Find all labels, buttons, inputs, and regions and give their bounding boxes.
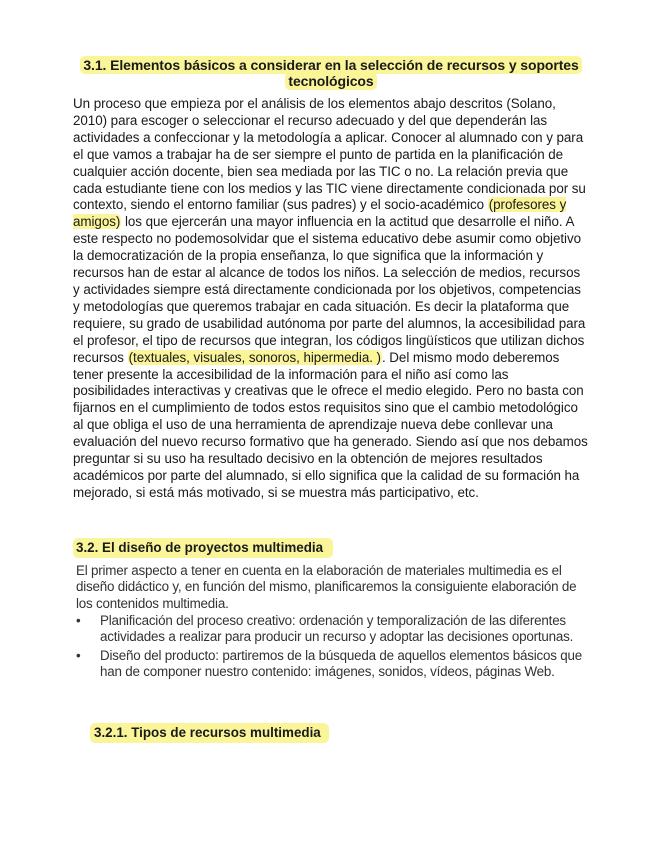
list-item-text: Planificación del proceso creativo: ordenación y temporalización de las diferentes actividades a realizar para producir un recurso y adoptar las decisiones oportunas. (100, 613, 574, 645)
paragraph-text-part-c: . Del mismo modo deberemos tener presente la accesibilidad de la información para el niño así como las posibilidades interactivas y creativas que le ofrece el medio elegido. Pero no basta con fijarnos en el cumplimiento de todos estos requisitos sino que el cambio metodológico al que obliga el uso de una herramienta de aprendizaje nueva debe conllevar una evaluación del nuevo recurso formativo que ha generado. Siendo así que nos debamos preguntar si su uso ha resultado decisivo en la obtención de mejores resultados académicos por parte del alumnado, si ello significa que la calidad de su formación ha mejorado, si está más motivado, si se muestra más participativo, etc. (73, 349, 588, 500)
section-3-2-title: 3.2. El diseño de proyectos multimedia (73, 538, 333, 558)
bullet-marker: • (76, 613, 81, 628)
section-3-1-title: 3.1. Elementos básicos a considerar en la selección de recursos y soportes tecnológicos (80, 56, 581, 90)
paragraph-text-part-a: Un proceso que empieza por el análisis de los elementos abajo descritos (Solano, 2010) para escoger o seleccionar el recurso adecuado y del que dependerán las actividades a confeccionar y la metodología a aplicar. Conocer al alumnado con y para el que vamos a trabajar ha de ser siempre el punto de partida en la planificación de cualquier acción docente, bien sea mediada por las TIC o no. La relación previa que cada estudiante tiene con los medios y las TIC viene directamente condicionada por su contexto, siendo el entorno familiar (sus padres) y el socio-académico (73, 96, 586, 213)
section-3-2-1-title: 3.2.1. Tipos de recursos multimedia (90, 723, 329, 743)
paragraph-text-part-b: los que ejercerán una mayor influencia en la actitud que desarrolle el niño. A este respecto no podemosolvidar que el sistema educativo debe asumir como objetivo la democratización de la propia enseñanza, lo que significa que la información y recursos han de estar al alcance de todos los niños. La selección de medios, recursos y actividades siempre está directamente condicionada por los objetivos, competencias y metodologías que queremos trabajar en cada situación. Es decir la plataforma que requiere, su grado de usabilidad autónoma por parte del alumnos, la accesibilidad para el profesor, el tipo de recursos que integran, los códigos lingüísticos que utilizan dichos recursos (73, 214, 586, 365)
section-3-2-intro: El primer aspecto a tener en cuenta en la elaboración de materiales multimedia es el diseño didáctico y, en función del mismo, planificaremos la consiguiente elaboración de los contenidos multimedia. (76, 563, 577, 611)
section-3-1-heading (76, 57, 586, 89)
section-3-1-paragraph (73, 96, 588, 502)
list-item (76, 648, 591, 681)
bullet-marker: • (76, 647, 81, 663)
list-item-text: Diseño del producto: partiremos de la búsqueda de aquellos elementos básicos que han de componer nuestro contenido: imágenes, sonidos, vídeos, páginas Web. (100, 647, 583, 680)
section-3-2-bullet-list (76, 613, 591, 683)
highlight-profesores-amigos: (profesores y amigos) (73, 197, 567, 230)
highlight-textuales-visuales: (textuales, visuales, sonoros, hipermedia. ) (128, 349, 381, 365)
list-item (76, 613, 591, 646)
